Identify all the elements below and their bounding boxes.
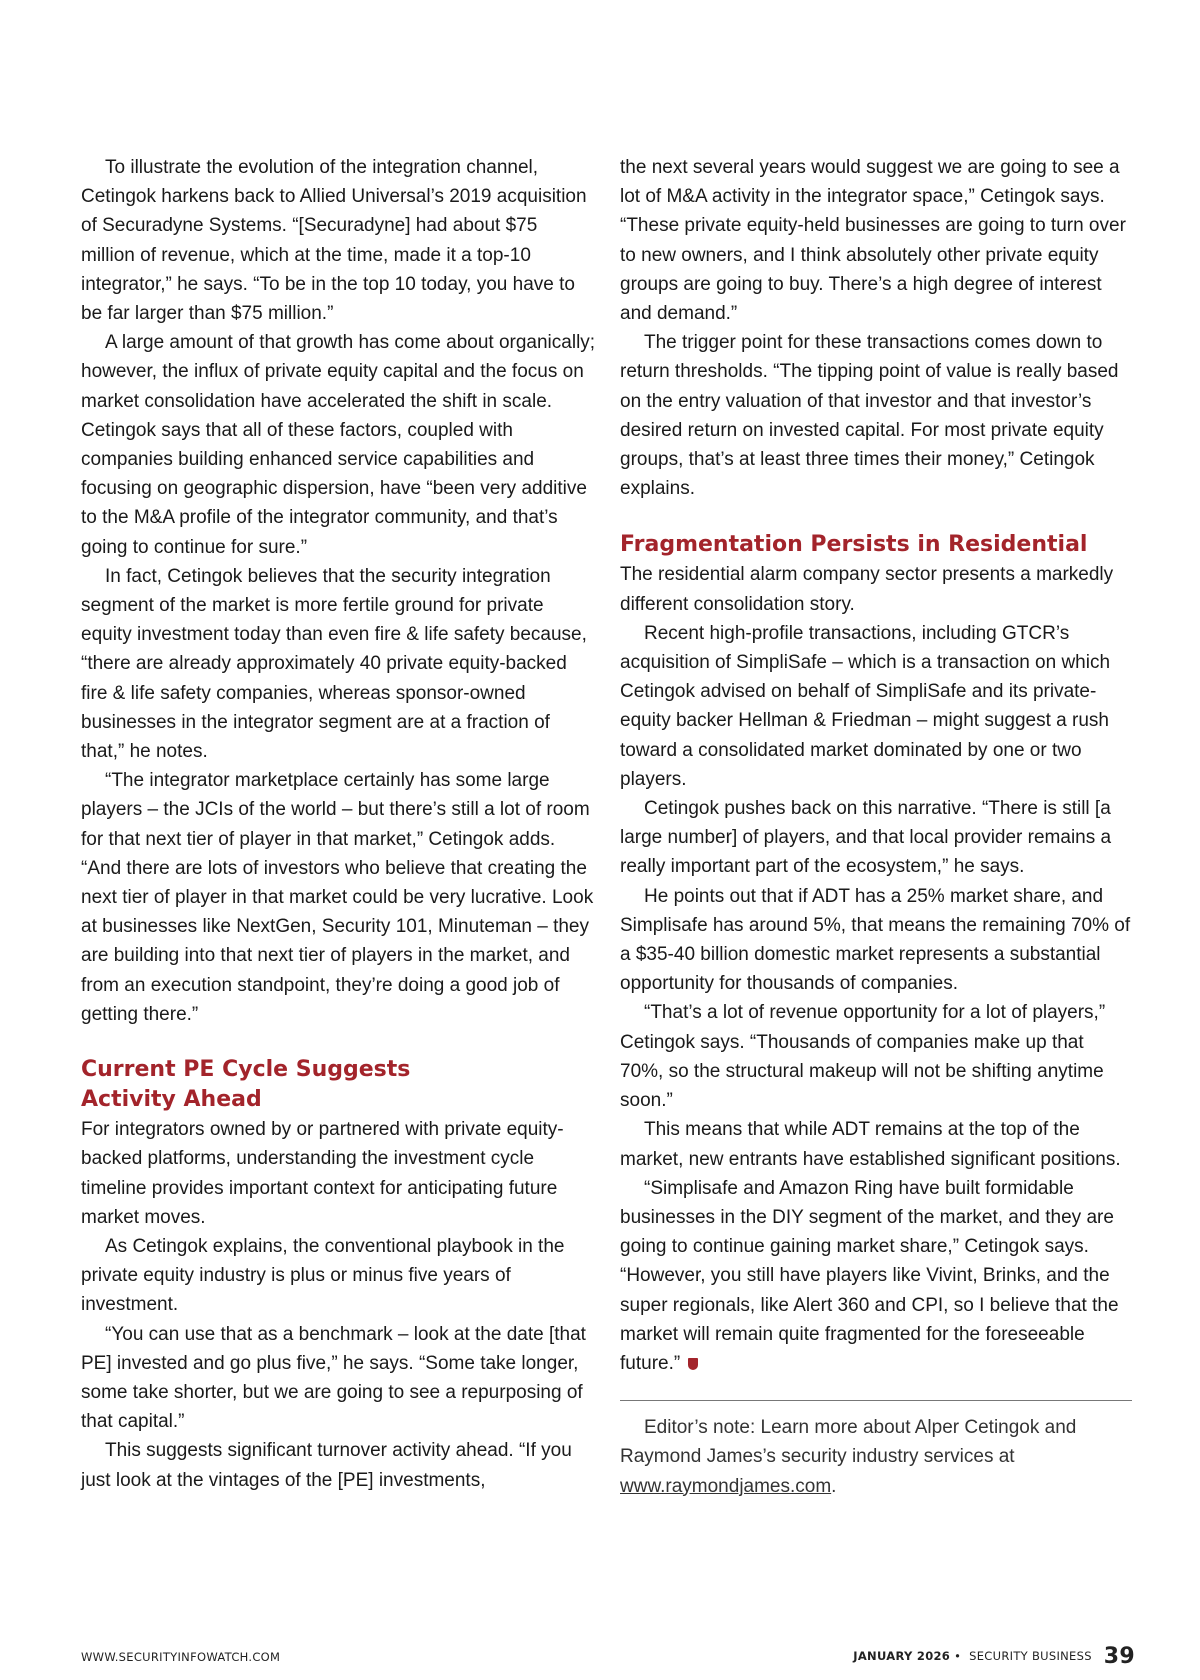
right-paragraph-5: Cetingok pushes back on this narrative. “There is still [a large number] of players, and that local provider remains a really important part of the ecosystem,” he says. bbox=[620, 798, 1112, 878]
left-paragraph-8: This suggests significant turnover activity ahead. “If you just look at the vintages of the [PE] investments, bbox=[81, 1440, 572, 1491]
page-footer bbox=[81, 1644, 1135, 1669]
right-column bbox=[620, 153, 1132, 1501]
right-paragraph-4: Recent high-profile transactions, including GTCR’s acquisition of SimpliSafe – which is a transaction on which Cetingok advised on behalf of SimpliSafe and its private-equity backer Hellman & Friedman – might suggest a rush toward a consolidated market dominated by one or two players. bbox=[620, 622, 1111, 790]
page-number: 39 bbox=[1103, 1644, 1135, 1669]
editor-note-text: Editor’s note: Learn more about Alper Cetingok and Raymond James’s security industry services at bbox=[620, 1417, 1077, 1468]
shield-end-icon bbox=[688, 1358, 698, 1370]
editor-note-link[interactable]: www.raymondjames.com bbox=[620, 1475, 832, 1497]
right-paragraph-3: The residential alarm company sector presents a markedly different consolidation story. bbox=[620, 564, 1114, 615]
left-paragraph-1: To illustrate the evolution of the integration channel, Cetingok harkens back to Allied Universal’s 2019 acquisition of Securadyne Systems. “[Securadyne] had about $75 million of revenue, which at the time, made it a top-10 integrator,” he says. “To be in the top 10 today, you have to be far larger than $75 million.” bbox=[81, 157, 587, 325]
left-paragraph-2: A large amount of that growth has come about organically; however, the influx of private equity capital and the focus on market consolidation have accelerated the shift in scale. Cetingok says that all of these factors, coupled with companies building enhanced service capabilities and focusing on geographic dispersion, have “been very additive to the M&A profile of the integrator community, and that’s going to continue for sure.” bbox=[81, 332, 596, 558]
subhead-pe-cycle-line2: Activity Ahead bbox=[81, 1087, 262, 1113]
left-paragraph-5: For integrators owned by or partnered with private equity-backed platforms, understanding the investment cycle timeline provides important context for anticipating future market moves. bbox=[81, 1119, 564, 1228]
right-paragraph-9-text: “Simplisafe and Amazon Ring have built formidable businesses in the DIY segment of the market, and they are going to continue gaining market share,” Cetingok says. “However, you still have players like Vivint, Brinks, and the super regionals, like Alert 360 and CPI, so I believe that the market will remain quite fragmented for the foreseeable future.” bbox=[620, 1177, 1119, 1374]
right-paragraph-1: the next several years would suggest we are going to see a lot of M&A activity in the integrator space,” Cetingok says. “These private equity-held businesses are going to turn over to new owners, and I think absolutely other private equity groups are going to buy. There’s a high degree of interest and demand.” bbox=[620, 157, 1126, 325]
footer-separator: • bbox=[954, 1649, 962, 1663]
right-paragraph-8: This means that while ADT remains at the top of the market, new entrants have established significant positions. bbox=[620, 1119, 1121, 1170]
editor-note-end: . bbox=[831, 1475, 837, 1497]
right-paragraph-6: He points out that if ADT has a 25% market share, and Simplisafe has around 5%, that means the remaining 70% of a $35-40 billion domestic market represents a substantial opportunity for thousands of companies. bbox=[620, 885, 1131, 995]
left-paragraph-3: In fact, Cetingok believes that the security integration segment of the market is more fertile ground for private equity investment today than even fire & life safety because, “there are already approximately 40 private equity-backed fire & life safety companies, whereas sponsor-owned businesses in the integrator segment are at a fraction of that,” he notes. bbox=[81, 565, 587, 763]
footer-publication: SECURITY BUSINESS bbox=[969, 1649, 1092, 1663]
footer-website: WWW.SECURITYINFOWATCH.COM bbox=[81, 1650, 281, 1664]
left-column bbox=[81, 153, 596, 1495]
subhead-pe-cycle-line1: Current PE Cycle Suggests bbox=[81, 1057, 411, 1083]
left-paragraph-4: “The integrator marketplace certainly has some large players – the JCIs of the world – but there’s still a lot of room for that next tier of player in that market,” Cetingok adds. “And there are lots of investors who believe that creating the next tier of player in that market could be very lucrative. Look at businesses like NextGen, Security 101, Minuteman – they are building into that next tier of players in the market, and from an execution standpoint, they’re doing a good job of getting there.” bbox=[81, 770, 594, 1025]
right-paragraph-9 bbox=[620, 1174, 1132, 1378]
footer-folio bbox=[853, 1644, 1135, 1669]
left-paragraph-7: “You can use that as a benchmark – look at the date [that PE] invested and go plus five,” he says. “Some take longer, some take shorter, but we are going to see a repurposing of that capital.” bbox=[81, 1323, 586, 1433]
subhead-fragmentation: Fragmentation Persists in Residential bbox=[620, 532, 1088, 558]
subhead-pe-cycle bbox=[81, 1055, 596, 1115]
footer-issue: JANUARY 2026 bbox=[853, 1649, 951, 1663]
right-paragraph-2: The trigger point for these transactions comes down to return thresholds. “The tipping point of value is really based on the entry valuation of that investor and that investor’s desired return on invested capital. For most private equity groups, that’s at least three times their money,” Cetingok explains. bbox=[620, 332, 1119, 500]
right-paragraph-7: “That’s a lot of revenue opportunity for a lot of players,” Cetingok says. “Thousands of companies make up that 70%, so the structural makeup will not be shifting anytime soon.” bbox=[620, 1002, 1106, 1112]
editor-note bbox=[620, 1413, 1132, 1501]
editor-note-divider bbox=[620, 1400, 1132, 1401]
left-paragraph-6: As Cetingok explains, the conventional playbook in the private equity industry is plus or minus five years of investment. bbox=[81, 1235, 565, 1316]
